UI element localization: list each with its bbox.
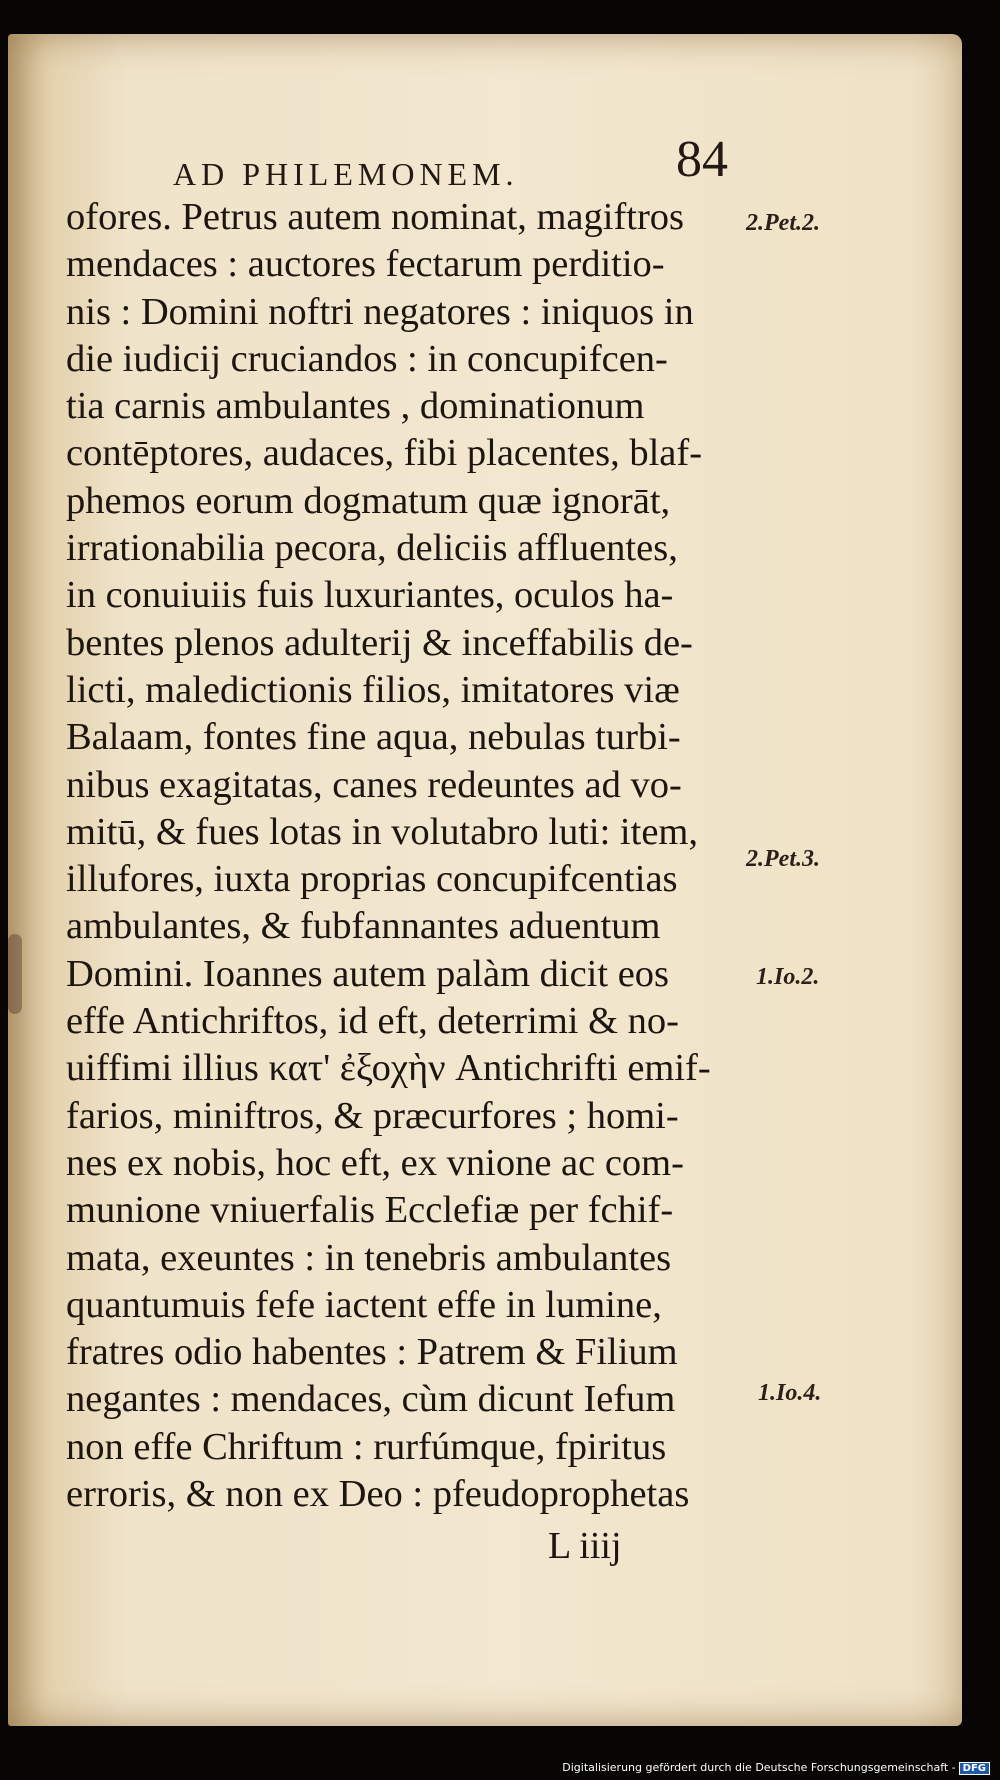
text-line: quantumuis fefe iactent effe in lumine, [66,1283,662,1326]
catchword-signature: L iiij [548,1525,622,1567]
text-line: uiffimi illius κατ' ἐξοχὴν Antichrifti emif- [66,1047,711,1090]
text-line: fratres odio habentes : Patrem & Filium [66,1331,678,1374]
text-block [66,194,756,1518]
text-line: munione vniuerfalis Ecclefiæ per fchif- [66,1189,674,1232]
ink-smudge [8,934,22,1014]
dfg-logo: DFG [959,1762,990,1775]
text-line: Balaam, fontes fine aqua, nebulas turbi- [66,716,681,759]
credit-text: Digitalisierung gefördert durch die Deutsche Forschungsgemeinschaft - [562,1761,956,1774]
text-line: erroris, & non ex Deo : pfeudoprophetas [66,1473,690,1516]
marginal-note: 2.Pet.3. [746,846,820,872]
text-line: negantes : mendaces, cùm dicunt Iefum [66,1378,676,1421]
text-line: nibus exagitatas, canes redeuntes ad vo- [66,763,682,806]
text-line: licti, maledictionis filios, imitatores viæ [66,668,680,711]
text-line: ambulantes, & fubfannantes aduentum [66,905,661,948]
folio-number: 84 [676,131,728,188]
text-line: tia carnis ambulantes , dominationum [66,385,645,428]
text-line: nis : Domini noftri negatores : iniquos in [66,290,694,333]
text-line: die iudicij cruciandos : in concupifcen- [66,337,668,380]
text-line: non effe Chriftum : rurfúmque, fpiritus [66,1425,667,1468]
text-line: Domini. Ioannes autem palàm dicit eos [66,952,670,995]
text-line: bentes plenos adulterij & inceffabilis de- [66,621,693,664]
running-title: AD PHILEMONEM. [173,156,519,192]
text-line: contēptores, audaces, fibi placentes, blaf- [66,432,703,475]
marginal-note: 1.Io.2. [756,964,820,990]
text-line: mata, exeuntes : in tenebris ambulantes [66,1236,672,1279]
text-line: mendaces : auctores fectarum perditio- [66,243,665,286]
text-line: in conuiuiis fuis luxuriantes, oculos ha- [66,574,674,617]
text-line: nes ex nobis, hoc eft, ex vnione ac com- [66,1141,684,1184]
digitization-credit [558,1760,994,1776]
book-page [8,34,962,1726]
text-line: ofores. Petrus autem nominat, magiftros [66,196,685,238]
text-line: irrationabilia pecora, deliciis affluentes, [66,527,678,570]
text-line: mitū, & fues lotas in volutabro luti: item, [66,810,698,853]
marginal-note: 2.Pet.2. [746,210,820,236]
marginal-note: 1.Io.4. [758,1380,822,1406]
text-line: effe Antichriftos, id eft, deterrimi & no- [66,1000,679,1043]
text-line: phemos eorum dogmatum quæ ignorāt, [66,479,671,522]
text-line: illufores, iuxta proprias concupifcentias [66,858,678,901]
text-line: farios, miniftros, & præcurfores ; homi- [66,1094,679,1137]
page-header [68,118,728,192]
